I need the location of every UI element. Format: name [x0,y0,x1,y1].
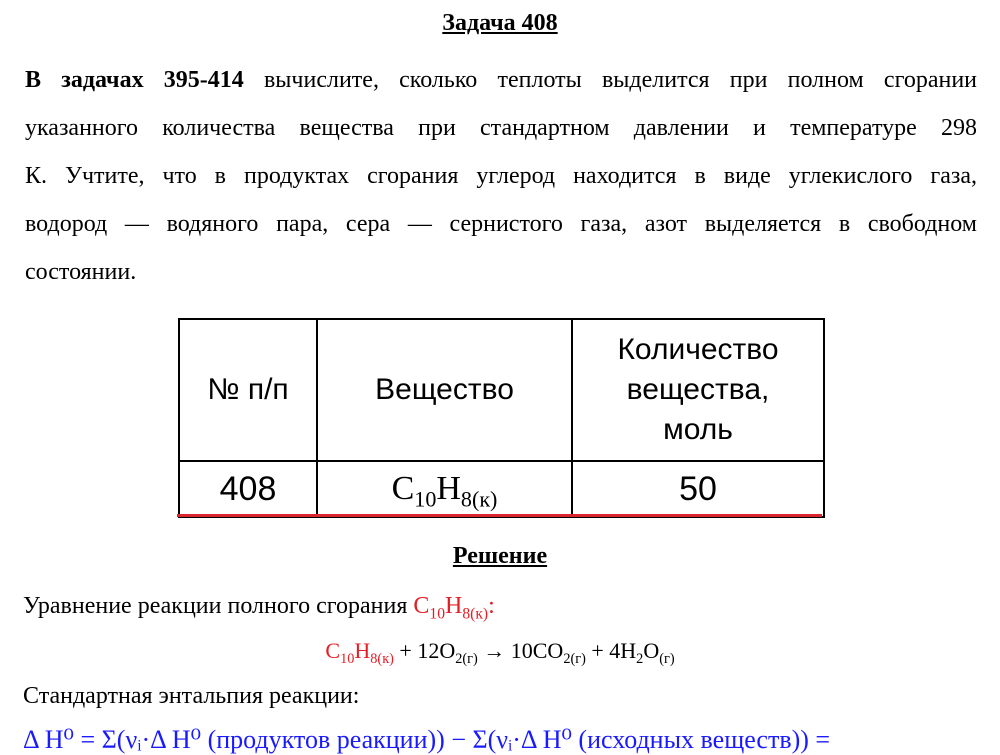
task-title: Задача 408 [442,10,558,36]
table-underline [177,514,822,517]
equation-intro: Уравнение реакции полного сгорания $C_{10}H_{8(к)}$: [23,593,495,623]
task-table [178,318,825,518]
solution-title: Решение [452,543,548,569]
enthalpy-formula: Δ H⁰ = Σ(νᵢ·Δ H⁰ (продуктов реакции)) − Σ(νᵢ·Δ H⁰ (исходных веществ)) = [23,725,831,754]
description-line-4: водород — водяного пара, сера — сернистого газа, азот выделяется в свободном [25,211,977,237]
enthalpy-label: Стандартная энтальпия реакции: [23,683,360,709]
task-description [25,56,977,296]
cell-number: 408 [179,461,317,517]
header-number: № п/п [179,319,317,461]
task-range: В задачах 395-414 [25,67,244,93]
description-line-2: указанного количества вещества при стандартном давлении и температуре 298 [25,115,977,141]
description-line-1: В задачах 395-414 вычислите, сколько теплоты выделится при полном сгорании [25,67,978,93]
table-row [179,461,824,517]
header-substance: Вещество [317,319,572,461]
header-amount: Количество вещества, моль [572,319,824,461]
description-line-3: К. Учтите, что в продуктах сгорания углерод находится в виде углекислого газа, [25,163,977,189]
cell-substance: $C_{10}H_{8(к)}$ [317,461,572,517]
cell-amount: 50 [572,461,824,517]
description-line-5: состоянии. [25,259,137,285]
table-header-row [179,319,824,461]
compound-formula: $C_{10}H_{8(к)}$: [413,593,495,623]
reaction-equation: $C_{10}H_{8(к)} + 12O_{2(г)} \to 10CO_{2(г)} + 4H_2O_{(г)}$ [325,638,675,667]
